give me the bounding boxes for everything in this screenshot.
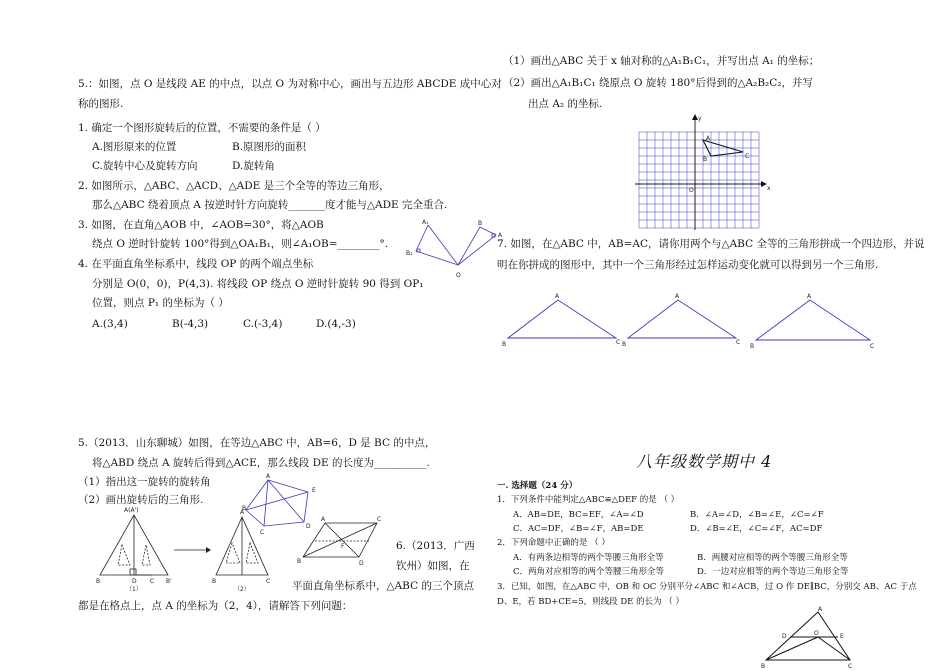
q4-line-b: 分别是 O(0，0)，P(4,3). 将线段 OP 绕点 O 逆时针旋转 90 得到 OP₁ bbox=[92, 278, 424, 290]
mc-q1-c: C．AC=DF，∠B=∠F，AB=DE bbox=[513, 524, 644, 534]
para-label-d: D bbox=[359, 560, 364, 567]
q5-line-b: 称的图形. bbox=[78, 98, 124, 110]
fig2-label-c: C bbox=[266, 578, 271, 585]
tri1-label-a: A bbox=[555, 293, 560, 300]
fig1-label-b-prime: B' bbox=[166, 578, 172, 585]
parallelogram-figure bbox=[295, 515, 395, 570]
isosceles-triangle-3 bbox=[748, 292, 878, 352]
pentagon-label-e: E bbox=[312, 487, 316, 494]
q5b-sub2: （2）画出旋转后的三角形. bbox=[78, 494, 204, 506]
pentagon-label-c: C bbox=[260, 529, 265, 536]
label-b: B bbox=[478, 220, 483, 227]
grid-q-part3: 出点 A₂ 的坐标. bbox=[528, 98, 603, 110]
mc-q2-d: D．一边对应相等的两个等边三角形全等 bbox=[697, 567, 849, 577]
mc-q2-a: A．有两条边相等的两个等腰三角形全等 bbox=[513, 553, 664, 563]
q2-line-b: 那么△ABC 绕着顶点 A 按逆时针方向旋转_______度才能与△ADE 完全重合. bbox=[92, 199, 448, 211]
arrow-right bbox=[172, 545, 212, 555]
tri2-label-b: B bbox=[622, 341, 627, 348]
isosceles-triangle-1 bbox=[500, 292, 625, 352]
equilateral-figure-1 bbox=[92, 505, 177, 593]
mc-q1-stem: 1．下列条件中能判定△ABC≌△DEF 的是 （ ） bbox=[497, 495, 680, 505]
para-label-f: F bbox=[341, 543, 345, 550]
tri3-label-b: B bbox=[750, 343, 755, 350]
fig2-caption: （2） bbox=[234, 586, 250, 593]
q5b-sub1: （1）指出这一旋转的旋转角 bbox=[78, 476, 211, 488]
grid-y-label: y bbox=[698, 115, 702, 122]
fig1-label-d: D bbox=[132, 578, 137, 585]
q6-line-d: 都是在格点上，点 A 的坐标为（2，4），请解答下列问题： bbox=[78, 600, 353, 612]
label-o: O bbox=[456, 272, 461, 279]
label-a1: A₁ bbox=[422, 219, 429, 226]
isosceles-triangle-2 bbox=[620, 292, 745, 352]
q5b-line-b: 将△ABD 绕点 A 旋转后得到△ACE，那么线段 DE 的长度为__________. bbox=[92, 457, 430, 469]
pentagon-label-d: D bbox=[306, 523, 311, 530]
rotation-figure-aob bbox=[400, 215, 510, 285]
q4-option-b: B(-4,3) bbox=[172, 318, 209, 330]
fig2-label-b: B bbox=[212, 578, 217, 585]
tri1-label-b: B bbox=[502, 341, 507, 348]
mc-q3-line-b: D、E，若 BD+CE=5，则线段 DE 的长为 （ ） bbox=[497, 597, 684, 607]
q4-option-d: D.(4,-3) bbox=[316, 318, 356, 330]
fig1-label-a: A(A') bbox=[124, 507, 139, 514]
q1-option-b: B.原图形的面积 bbox=[232, 141, 307, 153]
bis-label-d: D bbox=[782, 633, 787, 640]
exam-title: 八年级数学期中 4 bbox=[636, 452, 773, 471]
bis-label-e: E bbox=[840, 633, 844, 640]
pentagon-label-a: A bbox=[266, 473, 271, 480]
q4-line-c: 位置，则点 P₁ 的坐标为（ ） bbox=[92, 297, 229, 309]
q6-line-b: 钦州）如图，在 bbox=[396, 560, 470, 572]
q7-line-b: 明在你拼成的图形中，其中一个三角形经过怎样运动变化就可以得到另一个三角形. bbox=[497, 259, 879, 271]
grid-point-c: C bbox=[745, 153, 750, 160]
fig2-label-a: A bbox=[240, 509, 245, 516]
tri3-label-a: A bbox=[807, 293, 812, 300]
q4-option-c: C.(-3,4) bbox=[243, 318, 283, 330]
mc-q1-a: A．AB=DE，BC=EF，∠A=∠D bbox=[513, 510, 644, 520]
fig1-label-c: C bbox=[150, 578, 155, 585]
q5b-line-a: 5.（2013．山东聊城）如图，在等边△ABC 中，AB=6，D 是 BC 的中点， bbox=[78, 437, 436, 449]
tri2-label-c: C bbox=[736, 339, 741, 346]
mc-q2-b: B．两腰对应相等的两个等腰三角形全等 bbox=[697, 553, 848, 563]
q6-line-a: 6.（2013．广西 bbox=[396, 540, 475, 552]
bis-label-a: A bbox=[818, 606, 823, 613]
mc-q1-b: B．∠A=∠D，∠B=∠E，∠C=∠F bbox=[690, 510, 824, 520]
para-label-c: C bbox=[377, 516, 382, 523]
section-heading: 一. 选择题（24 分） bbox=[497, 481, 578, 491]
grid-point-b: B bbox=[703, 156, 708, 163]
mc-q2-c: C．两角对应相等的两个等腰三角形全等 bbox=[513, 567, 665, 577]
q1-option-d: D.旋转角 bbox=[232, 160, 275, 172]
grid-point-a: A bbox=[706, 135, 711, 142]
grid-x-label: x bbox=[767, 185, 771, 192]
bis-label-o: O bbox=[814, 630, 819, 637]
coordinate-grid bbox=[635, 112, 775, 232]
q1-stem: 1. 确定一个图形旋转后的位置，不需要的条件是（ ） bbox=[78, 122, 326, 134]
q4-line-a: 4. 在平面直角坐标系中，线段 OP 的两个端点坐标 bbox=[78, 258, 314, 270]
tri3-label-c: C bbox=[870, 343, 875, 350]
grid-q-part2: （2）画出△A₁B₁C₁ 绕原点 O 旋转 180°后得到的△A₂B₂C₂，并写 bbox=[503, 77, 814, 89]
label-b1: B₁ bbox=[406, 250, 413, 257]
bis-label-b: B bbox=[761, 663, 766, 670]
para-label-a: A bbox=[321, 516, 326, 523]
q1-option-a: A.图形原来的位置 bbox=[92, 141, 177, 153]
q4-option-a: A.(3,4) bbox=[92, 318, 128, 330]
tri1-label-c: C bbox=[616, 339, 621, 346]
q2-line-a: 2. 如图所示，△ABC、△ACD、△ADE 是三个全等的等边三角形， bbox=[78, 180, 390, 192]
grid-q-part1: （1）画出△ABC 关于 x 轴对称的△A₁B₁C₁，并写出点 A₁ 的坐标； bbox=[503, 55, 820, 67]
q5-line-a: 5.：如图，点 O 是线段 AE 的中点，以点 O 为对称中心，画出与五边形 ABCDE 成中心对 bbox=[78, 78, 502, 90]
q6-line-c: 平面直角坐标系中，△ABC 的三个顶点 bbox=[292, 580, 474, 592]
bis-label-c: C bbox=[848, 663, 853, 670]
q1-option-c: C.旋转中心及旋转方向 bbox=[92, 160, 198, 172]
para-label-b: B bbox=[297, 558, 302, 565]
grid-origin-label: O bbox=[689, 187, 694, 194]
bisector-triangle-figure bbox=[760, 606, 860, 670]
q3-line-b: 绕点 O 逆时针旋转 100°得到△OA₁B₁，则∠A₁OB=________°. bbox=[92, 238, 389, 250]
pentagon-label-b: B bbox=[242, 505, 247, 512]
q7-line-a: 7. 如图，在△ABC 中，AB=AC，请你用两个与△ABC 全等的三角形拼成一个四边形，并说 bbox=[497, 238, 925, 250]
fig1-label-b: B bbox=[96, 578, 101, 585]
mc-q1-d: D．∠B=∠E，∠C=∠F，AC=DF bbox=[690, 524, 823, 534]
tri2-label-a: A bbox=[675, 293, 680, 300]
label-a: A bbox=[498, 232, 503, 239]
mc-q3-line-a: 3．已知，如图，在△ABC 中，OB 和 OC 分别平分∠ABC 和∠ACB，过 O 作 DE∥BC，分别交 AB、AC 于点 bbox=[497, 582, 917, 592]
q3-line-a: 3. 如图，在直角△AOB 中，∠AOB=30°，将△AOB bbox=[78, 219, 324, 231]
fig1-caption: （1） bbox=[126, 586, 142, 593]
mc-q2-stem: 2．下列命题中正确的是 （ ） bbox=[497, 538, 610, 548]
